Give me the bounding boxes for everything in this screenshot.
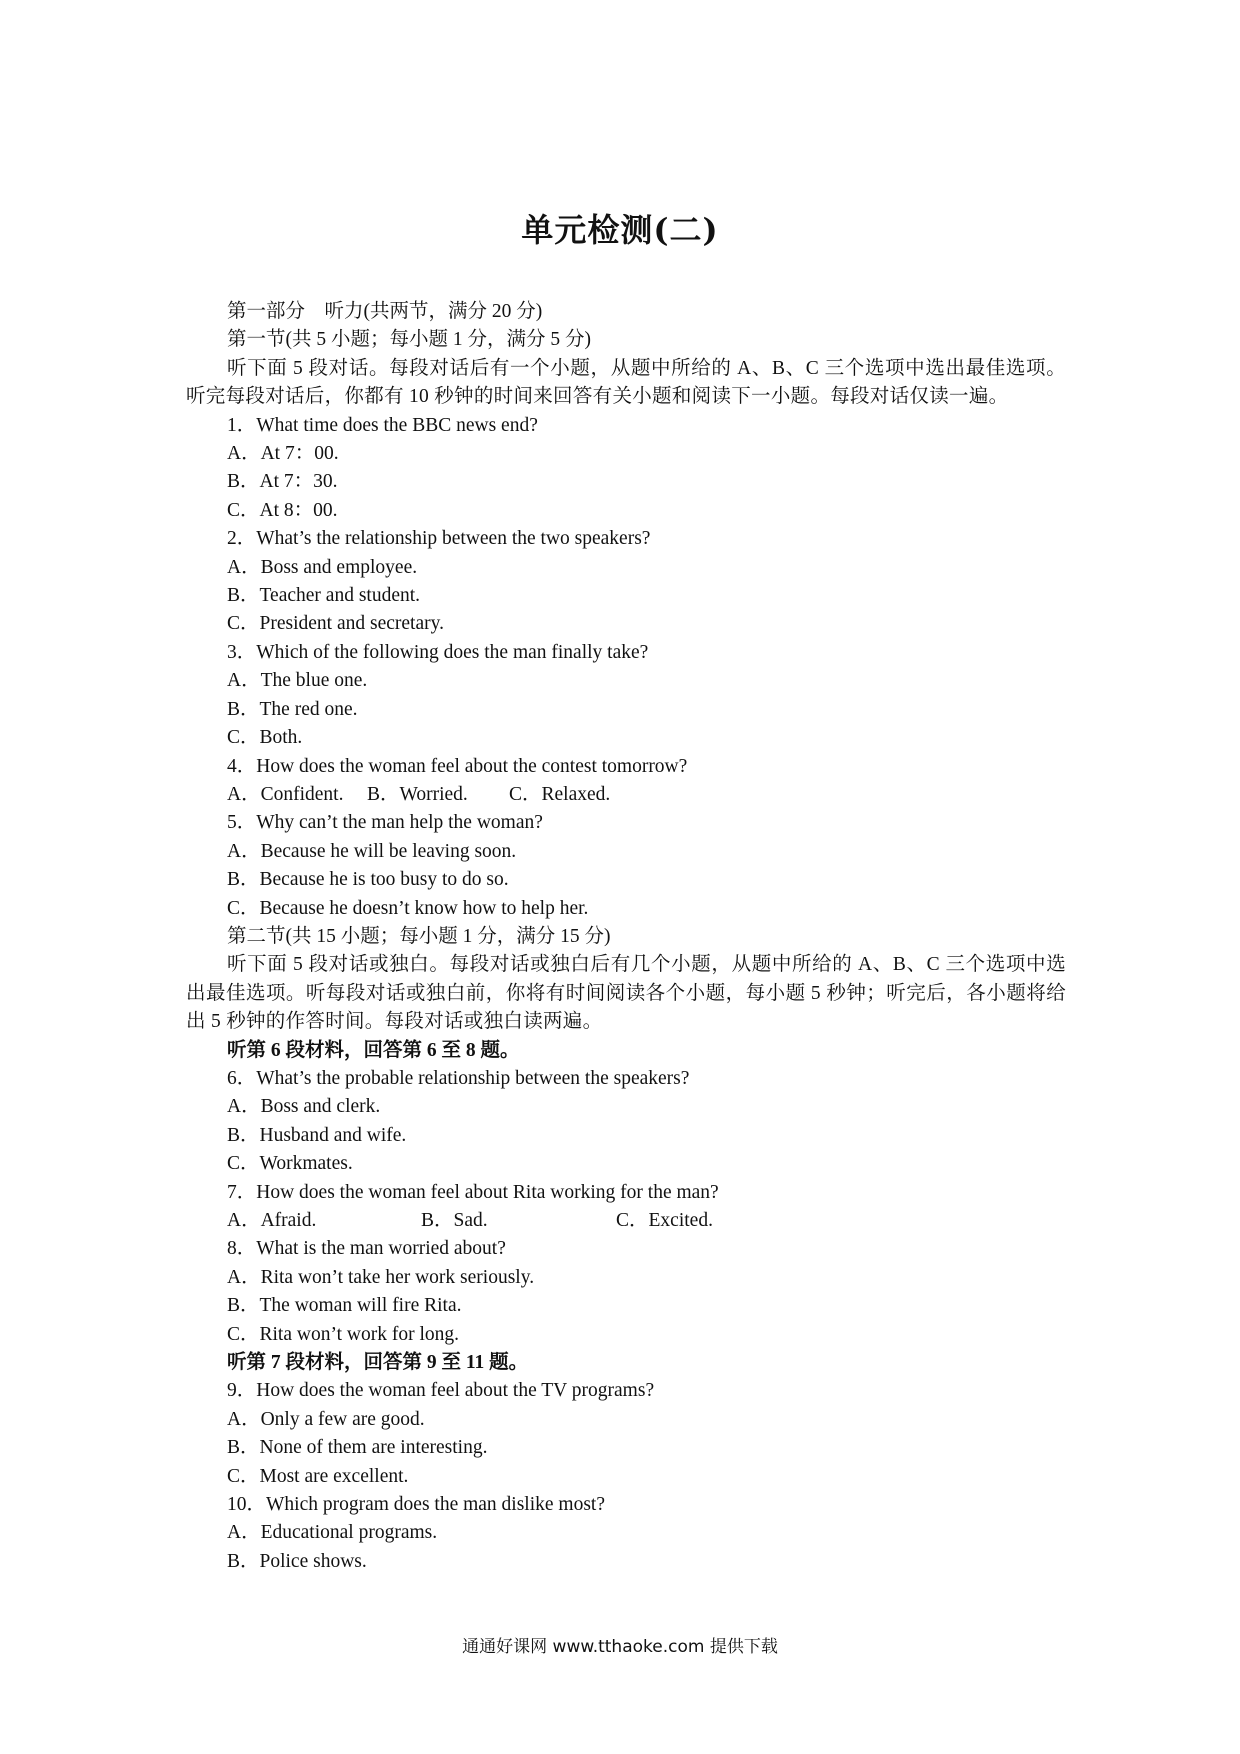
q6-option-a: A．Boss and clerk. <box>227 1096 381 1118</box>
q9-option-c: C．Most are excellent. <box>227 1465 409 1487</box>
q2-option-c: C．President and secretary. <box>227 613 444 635</box>
question-3: 3．Which of the following does the man finally take? <box>227 641 649 663</box>
q7-option-c: C．Excited. <box>616 1210 713 1231</box>
part-heading: 第一部分 听力(共两节，满分 20 分) <box>227 301 543 322</box>
question-8: 8．What is the man worried about? <box>227 1238 506 1260</box>
question-1: 1．What time does the BBC news end? <box>227 414 538 436</box>
question-2: 2．What’s the relationship between the two speakers? <box>227 528 651 550</box>
q2-option-a: A．Boss and employee. <box>227 556 418 578</box>
q3-option-a: A．The blue one. <box>227 670 368 692</box>
section1-heading: 第一节(共 5 小题；每小题 1 分，满分 5 分) <box>227 329 591 351</box>
q1-option-b: B．At 7：30. <box>227 471 338 493</box>
page-footer: 通通好课网 www.tthaoke.com 提供下载 <box>462 1637 778 1657</box>
q5-option-c: C．Because he doesn’t know how to help her. <box>227 897 589 919</box>
q8-option-a: A．Rita won’t take her work seriously. <box>227 1266 535 1288</box>
question-10: 10．Which program does the man dislike most? <box>227 1494 606 1516</box>
q4-option-c: C．Relaxed. <box>509 783 611 805</box>
question-7: 7．How does the woman feel about Rita working for the man? <box>227 1181 719 1203</box>
q10-option-a: A．Educational programs. <box>227 1522 438 1544</box>
page-title: 单元检测(二) <box>521 211 719 249</box>
question-9: 9．How does the woman feel about the TV programs? <box>227 1380 655 1402</box>
q8-option-c: C．Rita won’t work for long. <box>227 1323 460 1345</box>
q1-option-a: A．At 7：00. <box>227 443 339 465</box>
q4-options <box>186 781 1066 809</box>
question-6: 6．What’s the probable relationship between the speakers? <box>227 1067 690 1089</box>
q4-option-a: A．Confident. <box>227 783 344 805</box>
q1-option-c: C．At 8：00. <box>227 499 338 521</box>
question-4: 4．How does the woman feel about the contest tomorrow? <box>227 755 688 777</box>
q4-option-b: B．Worried. <box>367 783 468 805</box>
section1-instructions: 听下面 5 段对话。每段对话后有一个小题，从题中所给的 A、B、C 三个选项中选出最佳选项。听完每段对话后，你都有 10 秒钟的时间来回答有关小题和阅读下一小题。每段对话仅读一遍。 <box>186 357 1066 408</box>
material-7-heading: 听第 7 段材料，回答第 9 至 11 题。 <box>227 1352 529 1374</box>
section2-instructions: 听下面 5 段对话或独白。每段对话或独白后有几个小题，从题中所给的 A、B、C 三个选项中选出最佳选项。听每段对话或独白前，你将有时间阅读各个小题，每小题 5 秒钟；听完后，各小题将给出 5 秒钟的作答时间。每段对话或独白读两遍。 <box>186 954 1066 1033</box>
q5-option-b: B．Because he is too busy to do so. <box>227 869 509 891</box>
q9-option-a: A．Only a few are good. <box>227 1408 425 1430</box>
section2-heading: 第二节(共 15 小题；每小题 1 分，满分 15 分) <box>227 925 611 947</box>
q9-option-b: B．None of them are interesting. <box>227 1437 488 1459</box>
material-6-heading: 听第 6 段材料，回答第 6 至 8 题。 <box>227 1039 520 1061</box>
q7-option-b: B．Sad. <box>421 1210 488 1231</box>
q10-option-b: B．Police shows. <box>227 1550 367 1572</box>
q3-option-c: C．Both. <box>227 727 303 749</box>
q5-option-a: A．Because he will be leaving soon. <box>227 840 517 862</box>
exam-content <box>186 298 1066 1576</box>
q2-option-b: B．Teacher and student. <box>227 585 421 607</box>
q3-option-b: B．The red one. <box>227 698 358 720</box>
q7-options <box>186 1207 1066 1235</box>
q8-option-b: B．The woman will fire Rita. <box>227 1295 462 1317</box>
q6-option-b: B．Husband and wife. <box>227 1124 407 1146</box>
q6-option-c: C．Workmates. <box>227 1153 353 1175</box>
question-5: 5．Why can’t the man help the woman? <box>227 812 543 834</box>
q7-option-a: A．Afraid. <box>227 1210 317 1231</box>
